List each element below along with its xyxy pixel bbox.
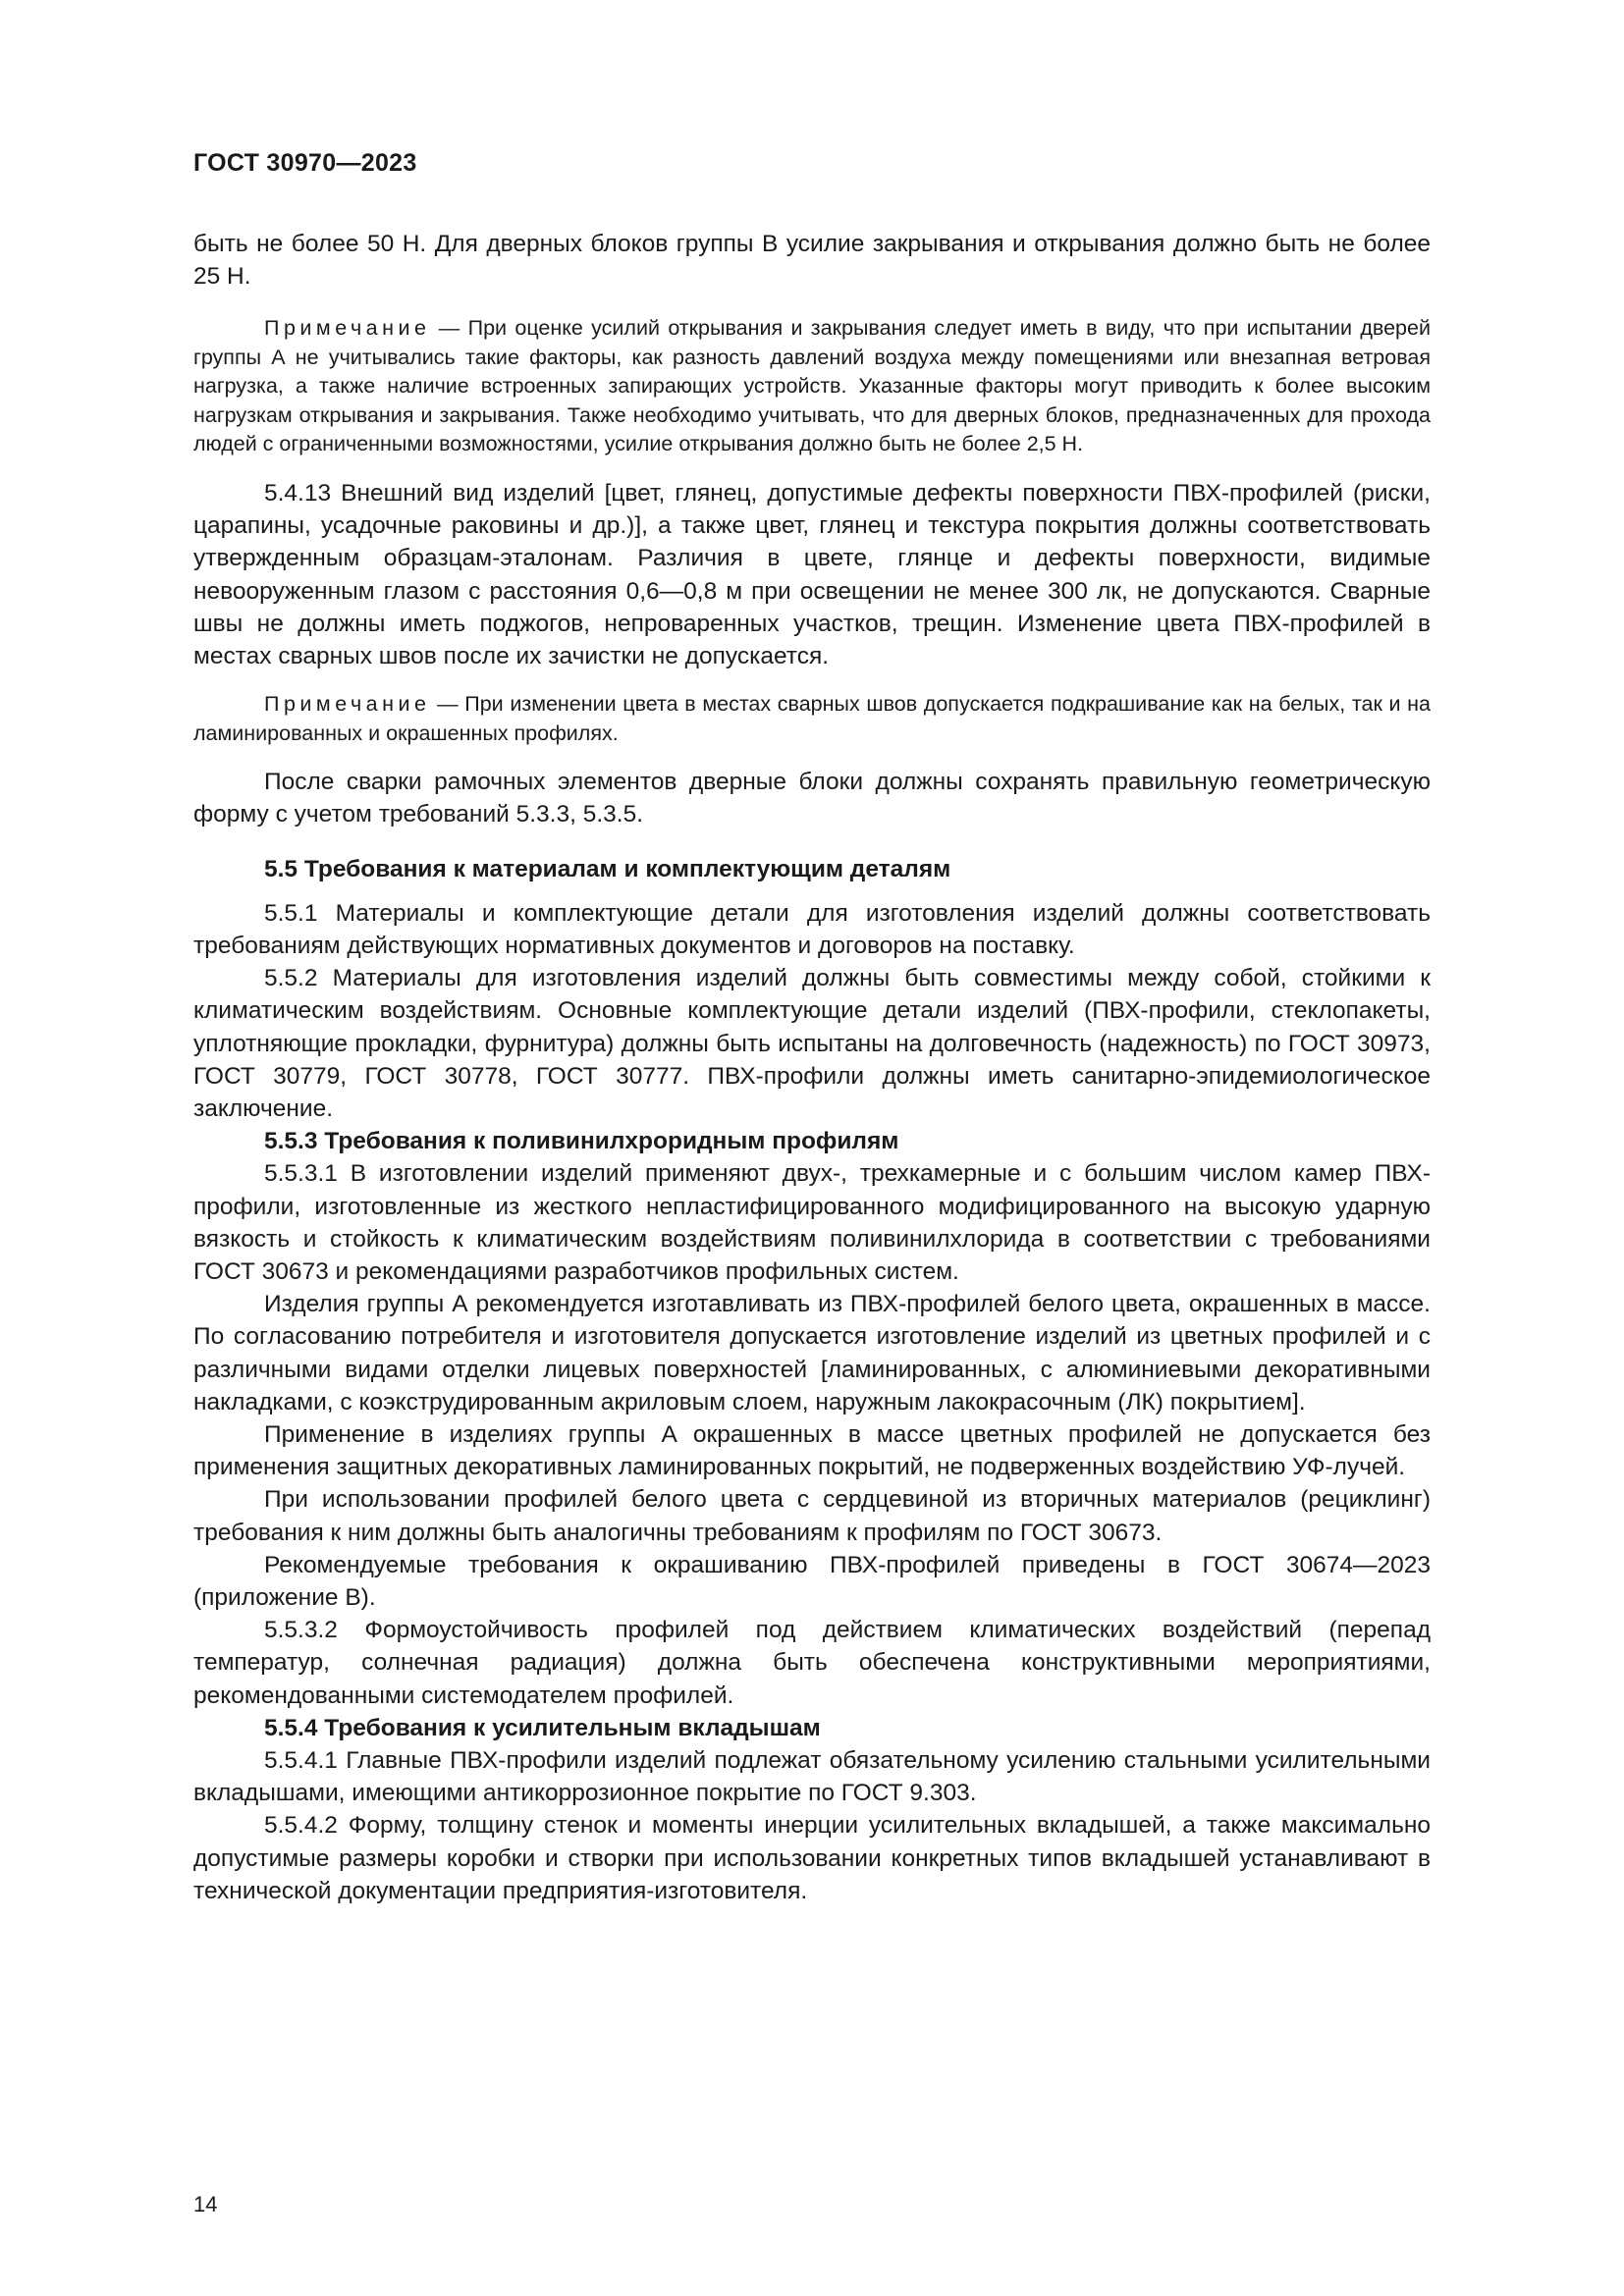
clause-5-5-1: 5.5.1 Материалы и комплектующие детали для изготовления изделий должны соответствовать требованиям действующих нормативных документов и договоров на поставку.: [193, 899, 1431, 959]
document-body: [193, 228, 1431, 1907]
clause-5-4-13: 5.4.13 Внешний вид изделий [цвет, глянец, допустимые дефекты поверхности ПВХ-профилей (риски, царапины, усадочные раковины и др.)], а также цвет, глянец и текстура покрытия должны соответствовать утвержденным образцам-эталонам. Различия в цвете, глянце и дефекты поверхности, видимые невооруженным глазом с расстояния 0,6—0,8 м при освещении не менее 300 лк, не допускаются. Сварные швы не должны иметь поджогов, непроваренных участков, трещин. Изменение цвета ПВХ-профилей в местах сварных швов после их зачистки не допускается.: [193, 479, 1431, 669]
paragraph-recycled: При использовании профилей белого цвета с сердцевиной из вторичных материалов (рециклинг) требования к ним должны быть аналогичны требованиям к профилям по ГОСТ 30673.: [193, 1486, 1431, 1546]
note-text: — При оценке усилий открывания и закрывания следует иметь в виду, что при испытании дверей группы А не учитывались такие факторы, как разность давлений воздуха между помещениями или внезапная ветровая нагрузка, а также наличие встроенных запирающих устройств. Указанные факторы могут приводить к более высоким нагрузкам открывания и закрывания. Также необходимо учитывать, что для дверных блоков, предназначенных для прохода людей с ограниченными возможностями, усилие открывания должно быть не более 2,5 Н.: [193, 316, 1431, 456]
note-label: Примечание: [264, 316, 431, 341]
clause-5-5-3-1: 5.5.3.1 В изготовлении изделий применяют двух-, трехкамерные и с большим числом камер ПВХ-профили, изготовленные из жесткого непластифицированного модифицированного на высокую ударную вязкость и стойкость к климатическим воздействиям поливинилхлорида в соответствии с требованиями ГОСТ 30673 и рекомендациями разработчиков профильных систем.: [193, 1160, 1431, 1285]
paragraph-colored-profiles: Применение в изделиях группы А окрашенных в массе цветных профилей не допускается без применения защитных декоративных ламинированных покрытий, не подверженных воздействию УФ-лучей.: [193, 1420, 1431, 1481]
page-number: 14: [193, 2192, 218, 2216]
note-label: Примечание: [264, 692, 431, 717]
section-heading-5-5: 5.5 Требования к материалам и комплектующим деталям: [264, 855, 951, 882]
clause-5-5-3-2: 5.5.3.2 Формоустойчивость профилей под действием климатических воздействий (перепад температур, солнечная радиация) должна быть обеспечена конструктивными мероприятиями, рекомендованными системодателем профилей.: [193, 1617, 1431, 1709]
note-2: [193, 690, 1431, 748]
paragraph-painting: Рекомендуемые требования к окрашиванию ПВХ-профилей приведены в ГОСТ 30674—2023 (приложение В).: [193, 1551, 1431, 1611]
note-1: [193, 314, 1431, 459]
paragraph-after-welding: После сварки рамочных элементов дверные блоки должны сохранять правильную геометрическую форму с учетом требований 5.3.3, 5.3.5.: [193, 769, 1431, 828]
document-header: ГОСТ 30970—2023: [193, 149, 417, 177]
clause-5-5-2: 5.5.2 Материалы для изготовления изделий должны быть совместимы между собой, стойкими к климатическим воздействиям. Основные комплектующие детали изделий (ПВХ-профили, стеклопакеты, уплотняющие прокладки, фурнитура) должны быть испытаны на долговечность (надежность) по ГОСТ 30973, ГОСТ 30779, ГОСТ 30778, ГОСТ 30777. ПВХ-профили должны иметь санитарно-эпидемиологическое заключение.: [193, 965, 1431, 1122]
paragraph-group-a: Изделия группы А рекомендуется изготавливать из ПВХ-профилей белого цвета, окрашенных в массе. По согласованию потребителя и изготовителя допускается изготовление изделий из цветных профилей и с различными видами отделки лицевых поверхностей [ламинированных, с алюминиевыми декоративными накладками, с коэкструдированным акриловым слоем, наружным лакокрасочным (ЛК) покрытием].: [193, 1291, 1431, 1415]
paragraph-continuation: быть не более 50 Н. Для дверных блоков группы В усилие закрывания и открывания должно быть не более 25 Н.: [193, 231, 1431, 291]
clause-5-5-4-1: 5.5.4.1 Главные ПВХ-профили изделий подлежат обязательному усилению стальными усилительными вкладышами, имеющими антикоррозионное покрытие по ГОСТ 9.303.: [193, 1747, 1431, 1807]
note-text: — При изменении цвета в местах сварных швов допускается подкрашивание как на белых, так и на ламинированных и окрашенных профилях.: [193, 692, 1431, 745]
section-heading-5-5-4: 5.5.4 Требования к усилительным вкладышам: [264, 1714, 821, 1741]
section-heading-5-5-3: 5.5.3 Требования к поливинилхроридным профилям: [264, 1128, 899, 1155]
clause-5-5-4-2: 5.5.4.2 Форму, толщину стенок и моменты инерции усилительных вкладышей, а также максимально допустимые размеры коробки и створки при использовании конкретных типов вкладышей устанавливают в технической документации предприятия-изготовителя.: [193, 1812, 1431, 1904]
